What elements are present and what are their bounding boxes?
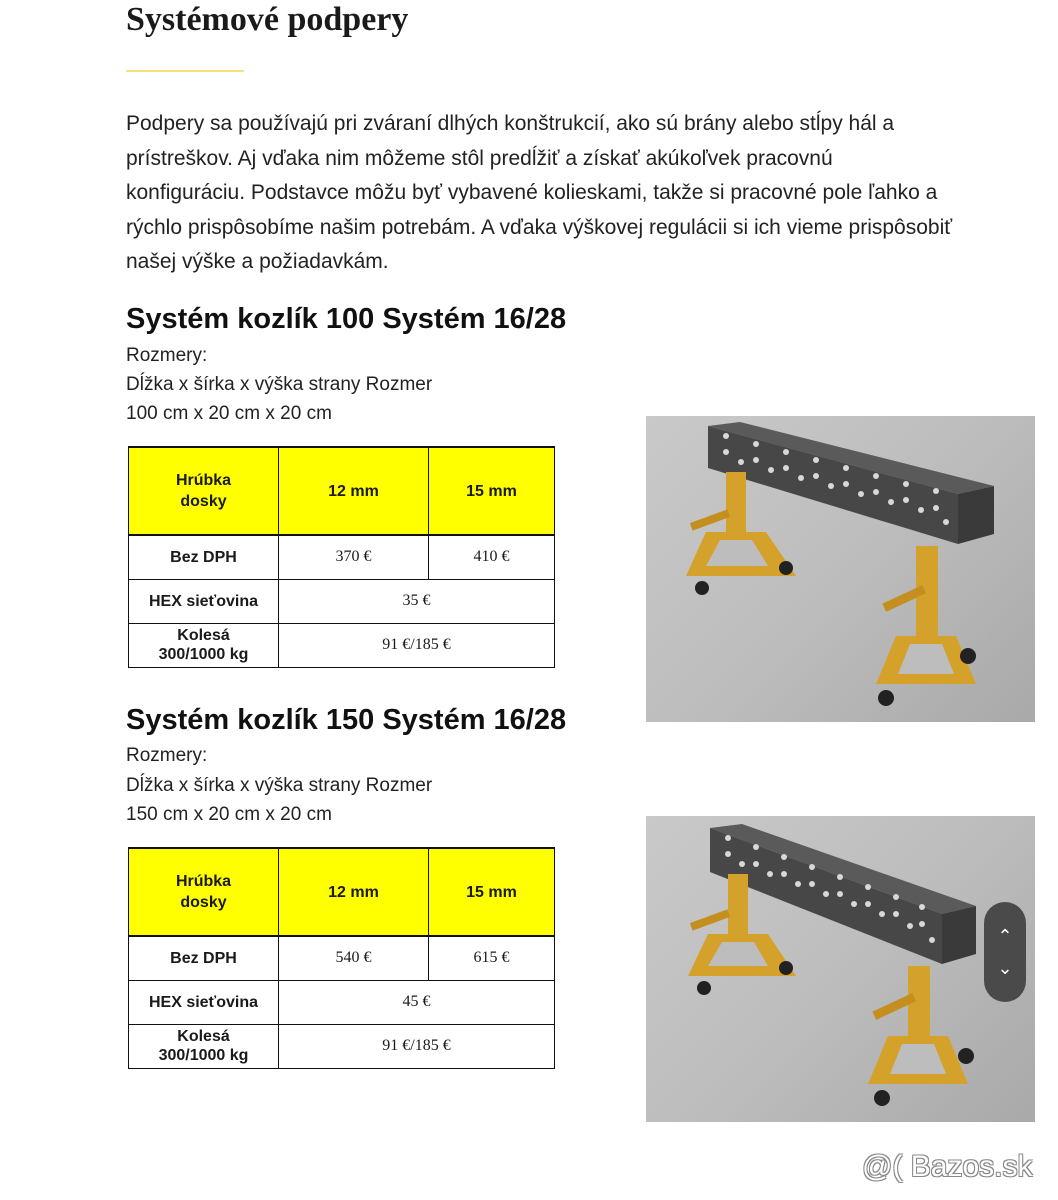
- row-label-hex: HEX sieťovina: [129, 980, 279, 1024]
- price-15mm: 410 €: [429, 535, 555, 579]
- price-hex: 45 €: [279, 980, 555, 1024]
- header-hrubka: Hrúbka dosky: [129, 848, 279, 936]
- header-hrubka: Hrúbka dosky: [129, 447, 279, 535]
- dims-label-100: Rozmery:: [126, 345, 208, 366]
- dims-label-150: Rozmery:: [126, 745, 208, 766]
- header-15mm: 15 mm: [429, 447, 555, 535]
- intro-paragraph: Podpery sa používajú pri zváraní dlhých konštrukcií, ako sú brány alebo stĺpy hál a prístreškov. Aj vďaka nim môžeme stôl predĺžiť a získať akúkoľvek pracovnú konfiguráciu. Podstavce môžu byť vybavené kolieskami, takže si pracovné pole ľahko a rýchlo prispôsobíme našim potrebám. A vďaka výškovej regulácii si ich vieme prispôsobiť našej výške a požiadavkám.: [126, 112, 953, 273]
- row-label-kolesa: Kolesá 300/1000 kg: [129, 623, 279, 667]
- table-row: [129, 1024, 555, 1068]
- row-label-bez-dph: Bez DPH: [129, 936, 279, 980]
- price-12mm: 540 €: [279, 936, 429, 980]
- price-table-100: [128, 446, 555, 668]
- sawhorse-150-image: [646, 816, 1035, 1122]
- price-table-150: [128, 847, 555, 1069]
- price-kolesa: 91 €/185 €: [279, 623, 555, 667]
- chevron-up-icon[interactable]: ⌃: [997, 926, 1013, 946]
- watermark: @( Bazos.sk: [862, 1150, 1033, 1183]
- dims-value-100: 100 cm x 20 cm x 20 cm: [126, 403, 332, 424]
- dims-desc-150: Dĺžka x šírka x výška strany Rozmer: [126, 775, 433, 796]
- price-hex: 35 €: [279, 579, 555, 623]
- section-heading-100: Systém kozlík 100 Systém 16/28: [126, 303, 567, 335]
- price-12mm: 370 €: [279, 535, 429, 579]
- dims-desc-100: Dĺžka x šírka x výška strany Rozmer: [126, 374, 433, 395]
- title-underline: [126, 70, 244, 72]
- row-label-kolesa: Kolesá 300/1000 kg: [129, 1024, 279, 1068]
- section-heading-150: Systém kozlík 150 Systém 16/28: [126, 704, 567, 736]
- table-row: [129, 980, 555, 1024]
- header-15mm: 15 mm: [429, 848, 555, 936]
- row-label-hex: HEX sieťovina: [129, 579, 279, 623]
- table-row: [129, 623, 555, 667]
- table-row: [129, 579, 555, 623]
- scroll-widget[interactable]: [984, 902, 1026, 1002]
- table-row: [129, 936, 555, 980]
- sawhorse-100-image: [646, 416, 1035, 722]
- price-15mm: 615 €: [429, 936, 555, 980]
- header-12mm: 12 mm: [279, 447, 429, 535]
- header-12mm: 12 mm: [279, 848, 429, 936]
- table-row: [129, 535, 555, 579]
- chevron-down-icon[interactable]: ⌄: [997, 958, 1013, 978]
- dims-value-150: 150 cm x 20 cm x 20 cm: [126, 804, 332, 825]
- table-header-row: [129, 447, 555, 535]
- table-header-row: [129, 848, 555, 936]
- page-title: Systémové podpery: [126, 1, 409, 38]
- row-label-bez-dph: Bez DPH: [129, 535, 279, 579]
- price-kolesa: 91 €/185 €: [279, 1024, 555, 1068]
